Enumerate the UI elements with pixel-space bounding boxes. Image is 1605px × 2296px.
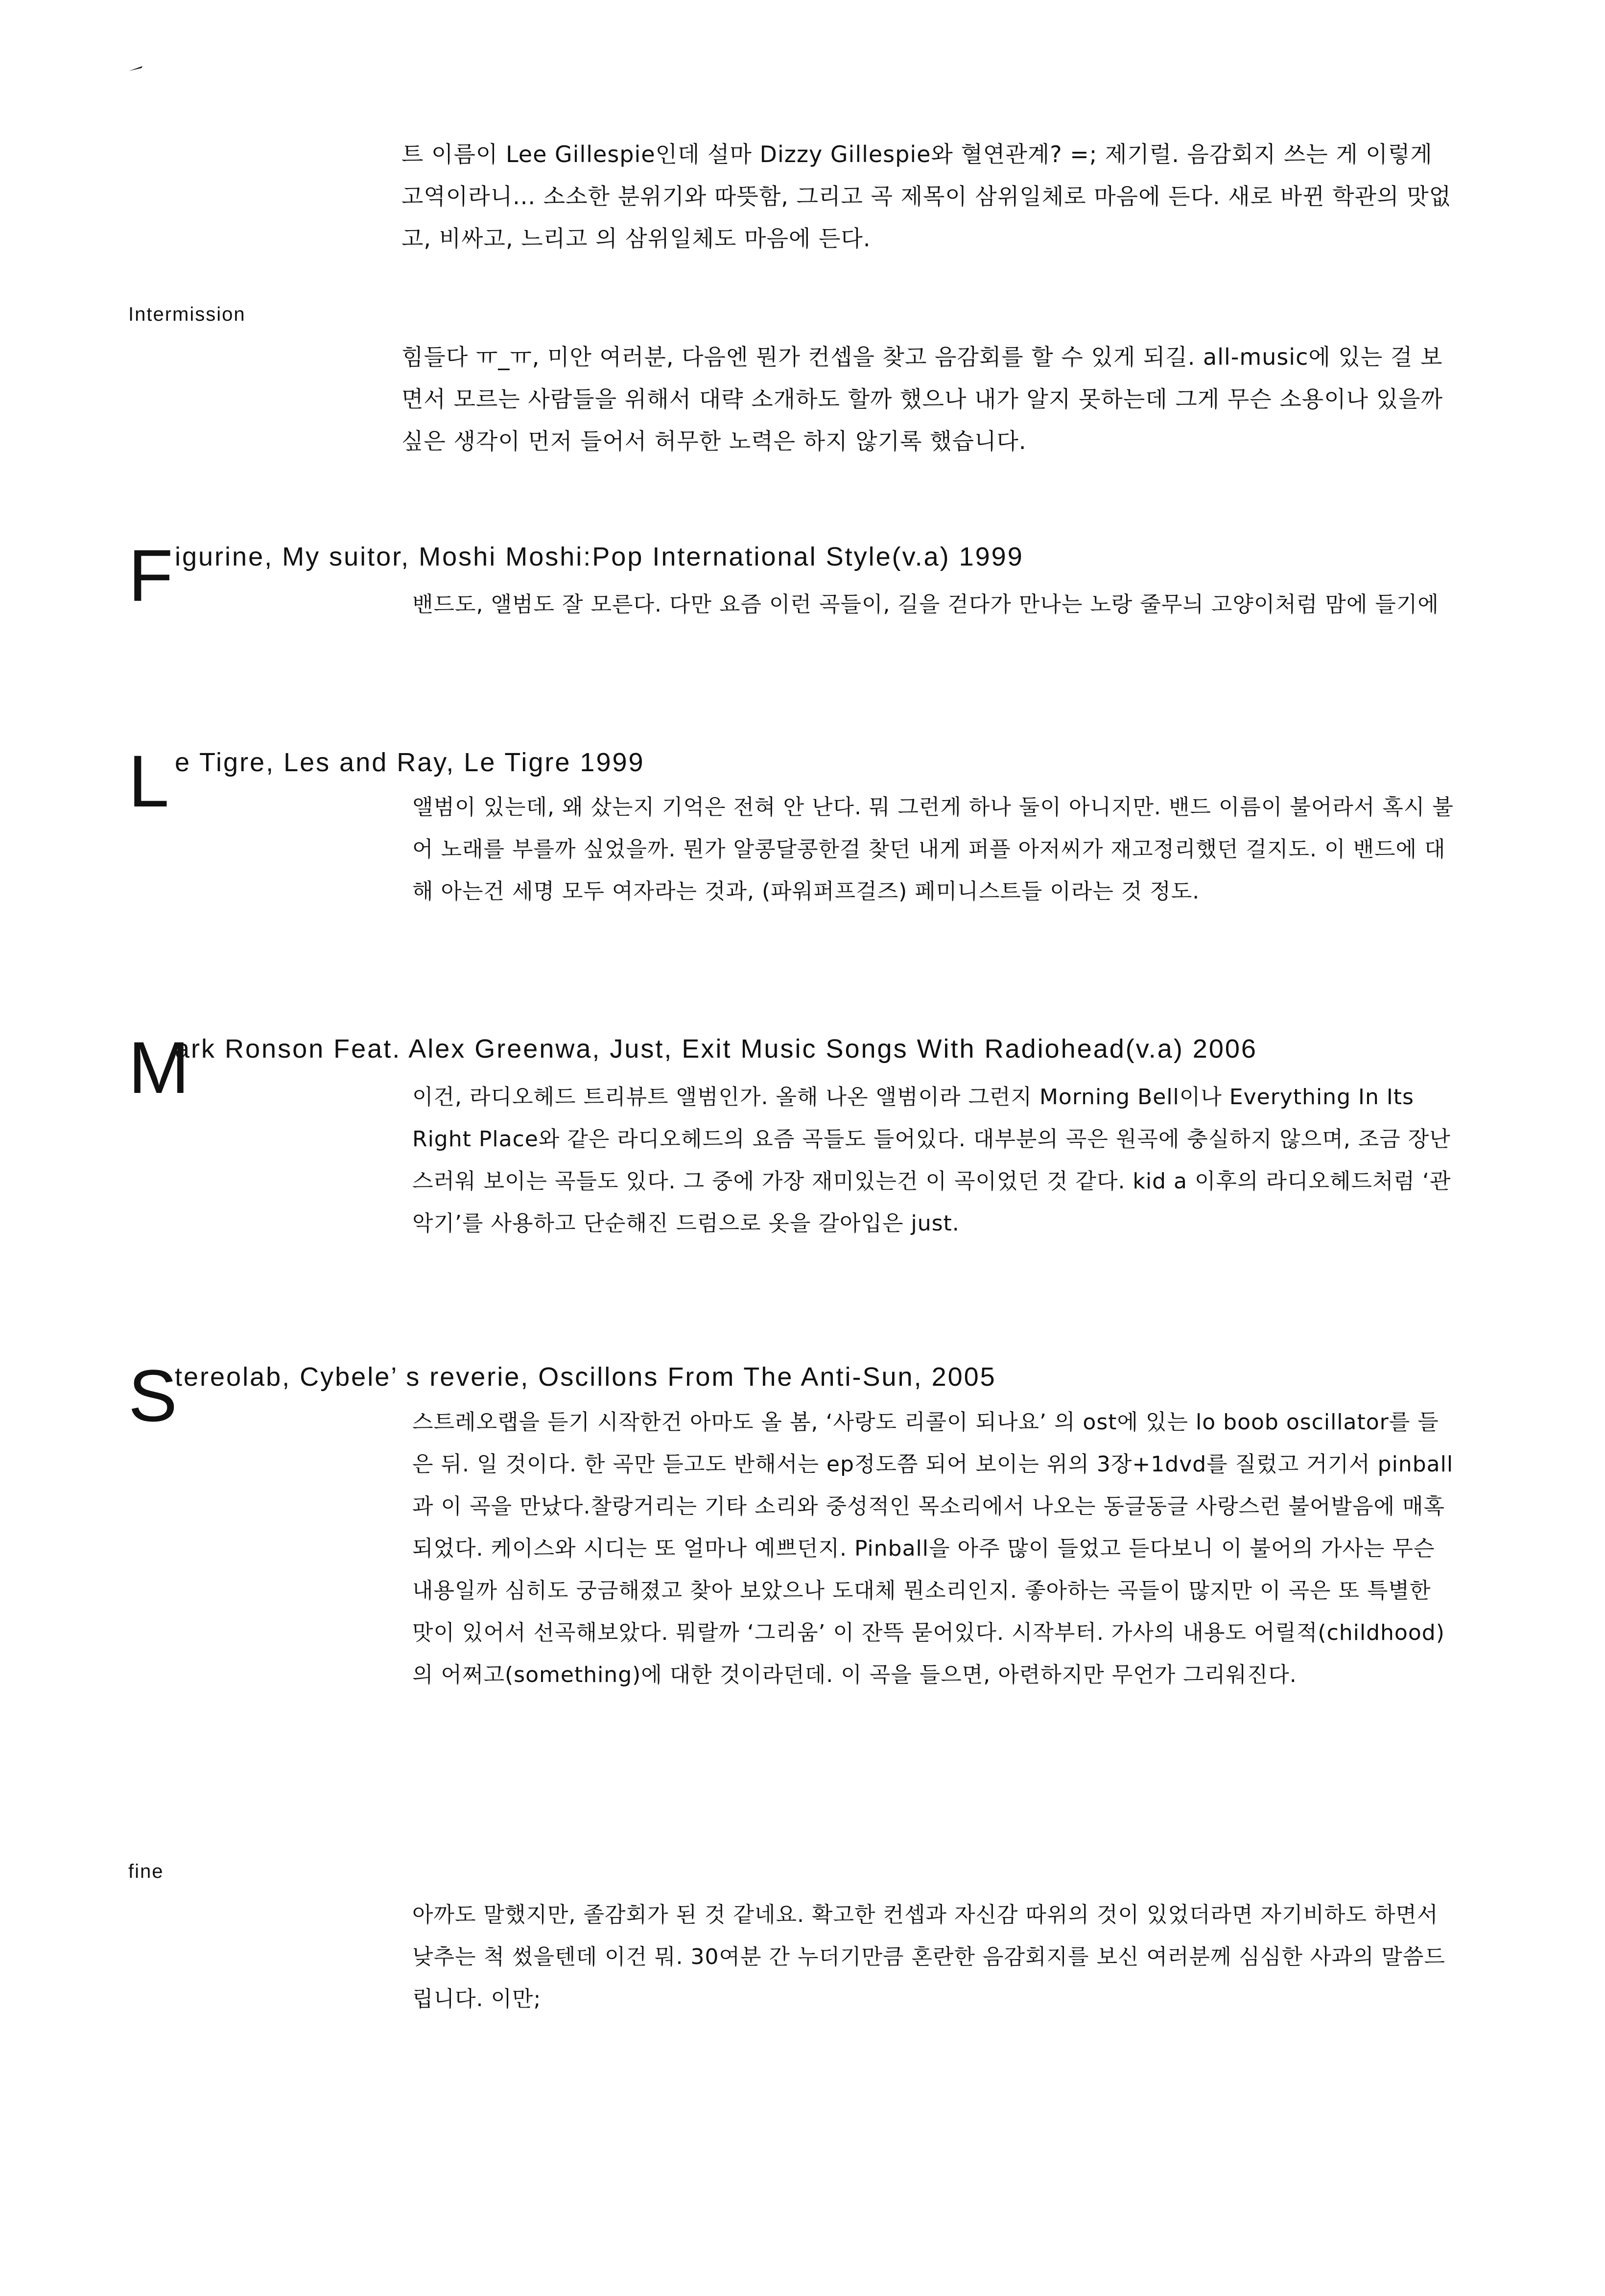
entry-le-tigre-text: 앨범이 있는데, 왜 샀는지 기억은 전혀 안 난다. 뭐 그런게 하나 둘이 아니지만. 밴드 이름이 불어라서 혹시 불어 노래를 부를까 싶었을까. 뭔가 알콩달콩한걸 찾던 내게 퍼플 아저씨가 재고정리했던 걸지도. 이 밴드에 대해 아는건 세명 모두 여자라는 것과, (파워퍼프걸즈) 페미니스트들 이라는 것 정도. <box>412 795 1454 904</box>
fine-paragraph: 아까도 말했지만, 졸감회가 된 것 같네요. 확고한 컨셉과 자신감 따위의 것이 있었더라면 자기비하도 하면서 낮추는 척 썼을텐데 이건 뭐. 30여분 간 누더기만큼 혼란한 음감회지를 보신 여러분께 심심한 사과의 말씀드립니다. 이만; <box>412 1902 1445 2012</box>
entry-mark-ronson-title: ark Ronson Feat. Alex Greenwa, Just, Exit Music Songs With Radiohead(v.a) 2006 <box>175 1034 1257 1064</box>
entry-figurine-text: 밴드도, 앨범도 잘 모른다. 다만 요즘 이런 곡들이, 길을 걷다가 만나는 노랑 줄무늬 고양이처럼 맘에 들기에 <box>412 592 1439 617</box>
drop-cap-l: L <box>128 740 169 822</box>
intermission-label: Intermission <box>128 304 246 325</box>
pen-mark-icon <box>128 66 143 71</box>
entry-mark-ronson-text: 이건, 라디오헤드 트리뷰트 앨범인가. 올해 나온 앨범이라 그런지 Morning Bell이나 Everything In Its Right Place와 같은 라디오헤드의 요즘 곡들도 들어있다. 대부분의 곡은 원곡에 충실하지 않으며, 조금 장난스러워 보이는 곡들도 있다. 그 중에 가장 재미있는건 이 곡이었던 것 같다. kid a 이후의 라디오헤드처럼 ‘관악기’를 사용하고 단순해진 드럼으로 옷을 갈아입은 just. <box>412 1085 1451 1236</box>
intermission-paragraph: 힘들다 ㅠ_ㅠ, 미안 여러분, 다음엔 뭔가 컨셉을 찾고 음감회를 할 수 있게 되길. all-music에 있는 걸 보면서 모르는 사람들을 위해서 대략 소개하도 할까 했으나 내가 알지 못하는데 그게 무슨 소용이나 있을까 싶은 생각이 먼저 들어서 허무한 노력은 하지 않기록 했습니다. <box>401 344 1443 454</box>
entry-stereolab-title: tereolab, Cybele’ s reverie, Oscillons From The Anti-Sun, 2005 <box>175 1362 996 1392</box>
entry-stereolab-text: 스트레오랩을 듣기 시작한건 아마도 올 봄, ‘사랑도 리콜이 되나요’ 의 ost에 있는 lo boob oscillator를 들은 뒤. 일 것이다. 한 곡만 듣고도 반해서는 ep정도쯤 되어 보이는 위의 3장+1dvd를 질렀고 거기서 pinball과 이 곡을 만났다.찰랑거리는 기타 소리와 중성적인 목소리에서 나오는 동글동글 사랑스런 불어발음에 매혹되었다. 케이스와 시디는 또 얼마나 예쁘던지. Pinball을 아주 많이 들었고 듣다보니 이 불어의 가사는 무슨 내용일까 심히도 궁금해졌고 찾아 보았으나 도대체 뭔소리인지. 좋아하는 곡들이 많지만 이 곡은 또 특별한 맛이 있어서 선곡해보았다. 뭐랄까 ‘그리움’ 이 잔뜩 묻어있다. 시작부터. 가사의 내용도 어릴적(childhood)의 어쩌고(something)에 대한 것이라던데. 이 곡을 들으면, 아련하지만 무언가 그리워진다. <box>412 1410 1454 1687</box>
entry-figurine-title: igurine, My suitor, Moshi Moshi:Pop International Style(v.a) 1999 <box>175 542 1024 571</box>
drop-cap-f: F <box>128 534 173 616</box>
fine-label: fine <box>128 1861 164 1882</box>
intro-paragraph: 트 이름이 Lee Gillespie인데 설마 Dizzy Gillespie와 혈연관계? =; 제기럴. 음감회지 쓰는 게 이렇게 고역이라니... 소소한 분위기와 따뜻함, 그리고 곡 제목이 삼위일체로 마음에 든다. 새로 바뀐 학관의 맛없고, 비싸고, 느리고 의 삼위일체도 마음에 든다. <box>401 141 1452 252</box>
entry-le-tigre-title: e Tigre, Les and Ray, Le Tigre 1999 <box>175 748 645 777</box>
drop-cap-m: M <box>128 1026 189 1109</box>
drop-cap-s: S <box>128 1354 178 1437</box>
